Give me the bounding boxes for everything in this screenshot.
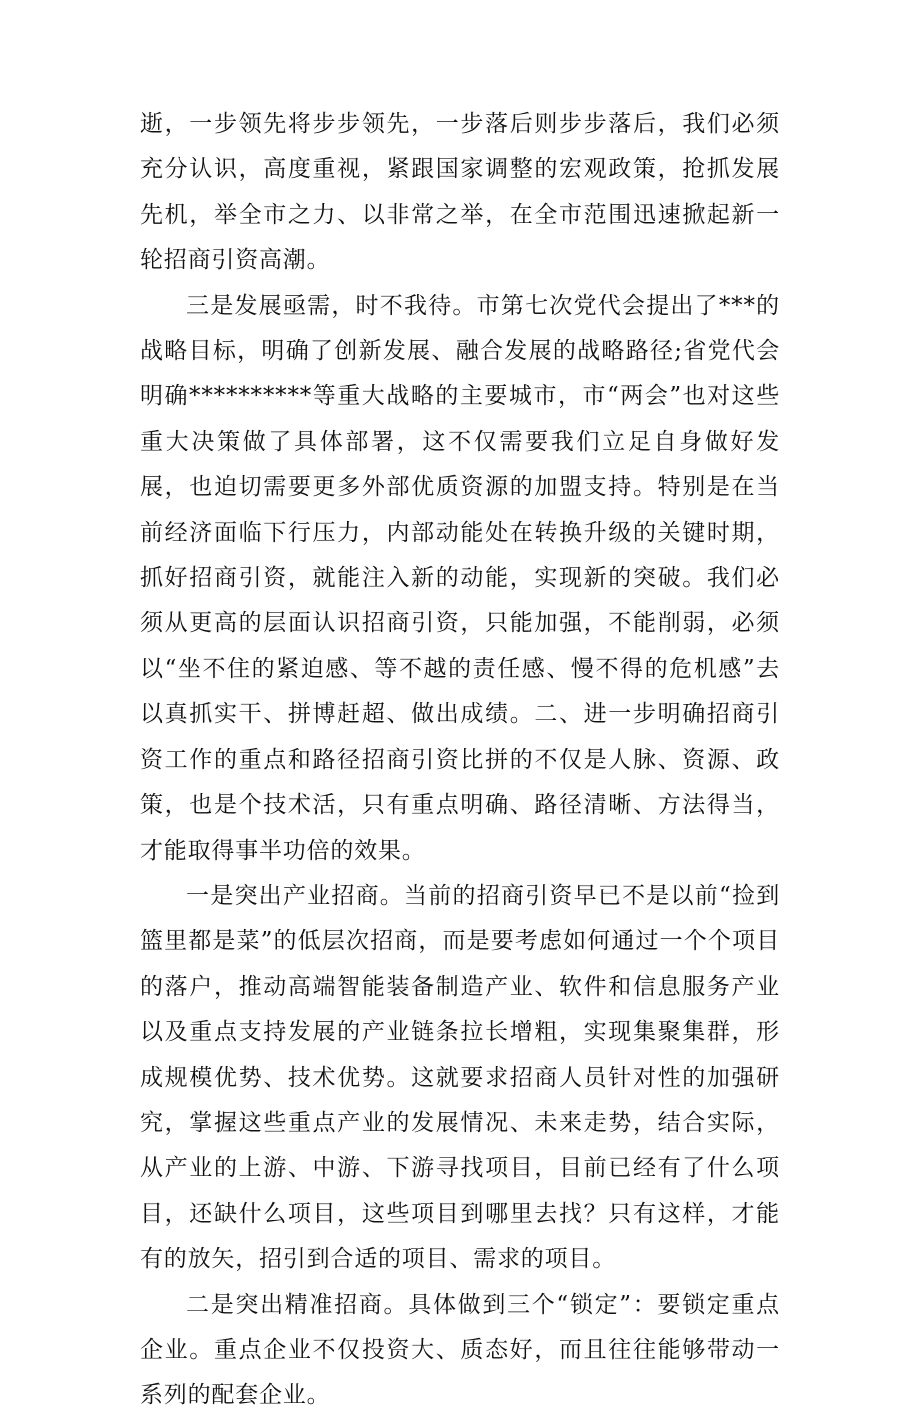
- paragraph-1: 逝，一步领先将步步领先，一步落后则步步落后，我们必须充分认识，高度重视，紧跟国家调整的宏观政策，抢抓发展先机，举全市之力、以非常之举，在全市范围迅速掀起新一轮招商引资高潮。: [140, 111, 780, 274]
- paragraph-2: 三是发展亟需，时不我待。市第七次党代会提出了***的战略目标，明确了创新发展、融合发展的战略路径;省党代会明确**********等重大战略的主要城市，市“两会”也对这些重大决策做了具体部署，这不仅需要我们立足自身做好发展，也迫切需要更多外部优质资源的加盟支持。特别是在当前经济面临下行压力，内部动能处在转换升级的关键时期，抓好招商引资，就能注入新的动能，实现新的突破。我们必须从更高的层面认识招商引资，只能加强，不能削弱，必须以“坐不住的紧迫感、等不越的责任感、慢不得的危机感”去以真抓实干、拼博赶超、做出成绩。二、进一步明确招商引资工作的重点和路径招商引资比拼的不仅是人脉、资源、政策，也是个技术活，只有重点明确、路径清晰、方法得当，才能取得事半功倍的效果。: [140, 292, 780, 864]
- paragraph-3: 一是突出产业招商。当前的招商引资早已不是以前“捡到篮里都是菜”的低层次招商，而是要考虑如何通过一个个项目的落户，推动高端智能装备制造产业、软件和信息服务产业以及重点支持发展的产业链条拉长增粗，实现集聚集群，形成规模优势、技术优势。这就要求招商人员针对性的加强研究，掌握这些重点产业的发展情况、未来走势，结合实际，从产业的上游、中游、下游寻找项目，目前已经有了什么项目，还缺什么项目，这些项目到哪里去找？只有这样，才能有的放矢，招引到合适的项目、需求的项目。: [140, 882, 780, 1273]
- paragraph-4: 二是突出精准招商。具体做到三个“锁定”：要锁定重点企业。重点企业不仅投资大、质态好，而且往往能够带动一系列的配套企业。: [140, 1291, 780, 1409]
- document-body: [140, 102, 780, 1419]
